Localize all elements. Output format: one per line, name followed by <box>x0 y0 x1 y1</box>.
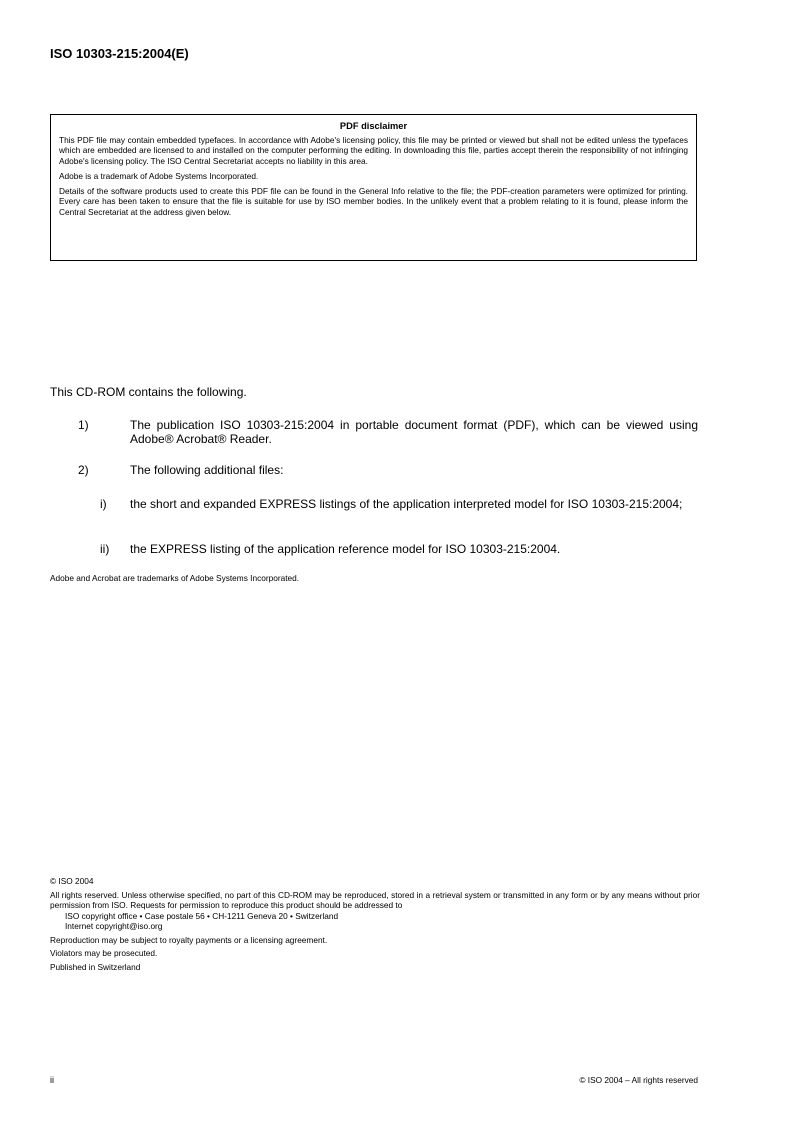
rights-statement: All rights reserved. Unless otherwise specified, no part of this CD-ROM may be reproduced, stored in a retrieval system or transmitted in any form or by any means without prior permission from ISO. Requests for permission to reproduce this product should be addressed to <box>50 889 700 910</box>
sub-list-item-text: the EXPRESS listing of the application reference model for ISO 10303-215:2004. <box>130 542 561 556</box>
footer-rights: © ISO 2004 – All rights reserved <box>579 1075 698 1085</box>
copyright-internet: Internet copyright@iso.org <box>65 921 163 931</box>
copyright-block <box>50 876 700 972</box>
reproduction-note: Reproduction may be subject to royalty payments or a licensing agreement. <box>50 934 328 945</box>
copyright-line: © ISO 2004 <box>50 876 94 886</box>
disclaimer-paragraph: Adobe is a trademark of Adobe Systems Incorporated. <box>59 170 259 181</box>
disclaimer-title: PDF disclaimer <box>339 121 408 131</box>
document-title: ISO 10303-215:2004(E) <box>50 46 189 61</box>
published-note: Published in Switzerland <box>50 961 141 972</box>
list-item-text: The following additional files: <box>130 463 284 477</box>
page-number: ii <box>50 1075 54 1085</box>
sub-list-item-text: the short and expanded EXPRESS listings of the application interpreted model for ISO 10303-215:2004; <box>130 497 683 511</box>
list-item-number: 1) <box>78 418 89 432</box>
contents-intro: This CD-ROM contains the following. <box>50 385 247 399</box>
copyright-office-address: ISO copyright office • Case postale 56 • CH-1211 Geneva 20 • Switzerland <box>65 910 339 921</box>
disclaimer-paragraph: Details of the software products used to create this PDF file can be found in the General Info relative to the file; the PDF-creation parameters were optimized for printing. Every care has been taken to ensure that the file is suitable for use by ISO member bodies. In the unlikely event that a problem relating to it is found, please inform the Central Secretariat at the address given below. <box>59 186 688 217</box>
list-item-number: 2) <box>78 463 89 477</box>
sub-list-item-number: i) <box>100 497 107 511</box>
violators-note: Violators may be prosecuted. <box>50 948 158 958</box>
pdf-disclaimer-box <box>50 114 697 261</box>
sub-list-item-number: ii) <box>100 542 110 556</box>
trademark-note: Adobe and Acrobat are trademarks of Adobe Systems Incorporated. <box>50 573 300 583</box>
disclaimer-paragraph: This PDF file may contain embedded typefaces. In accordance with Adobe's licensing policy, this file may be printed or viewed but shall not be edited unless the typefaces which are embedded are licensed to and installed on the computer performing the editing. In downloading this file, parties accept therein the responsibility of not infringing Adobe's licensing policy. The ISO Central Secretariat accepts no liability in this area. <box>59 135 688 166</box>
list-item-text: The publication ISO 10303-215:2004 in portable document format (PDF), which can be viewed using Adobe® Acrobat® Reader. <box>130 418 698 446</box>
